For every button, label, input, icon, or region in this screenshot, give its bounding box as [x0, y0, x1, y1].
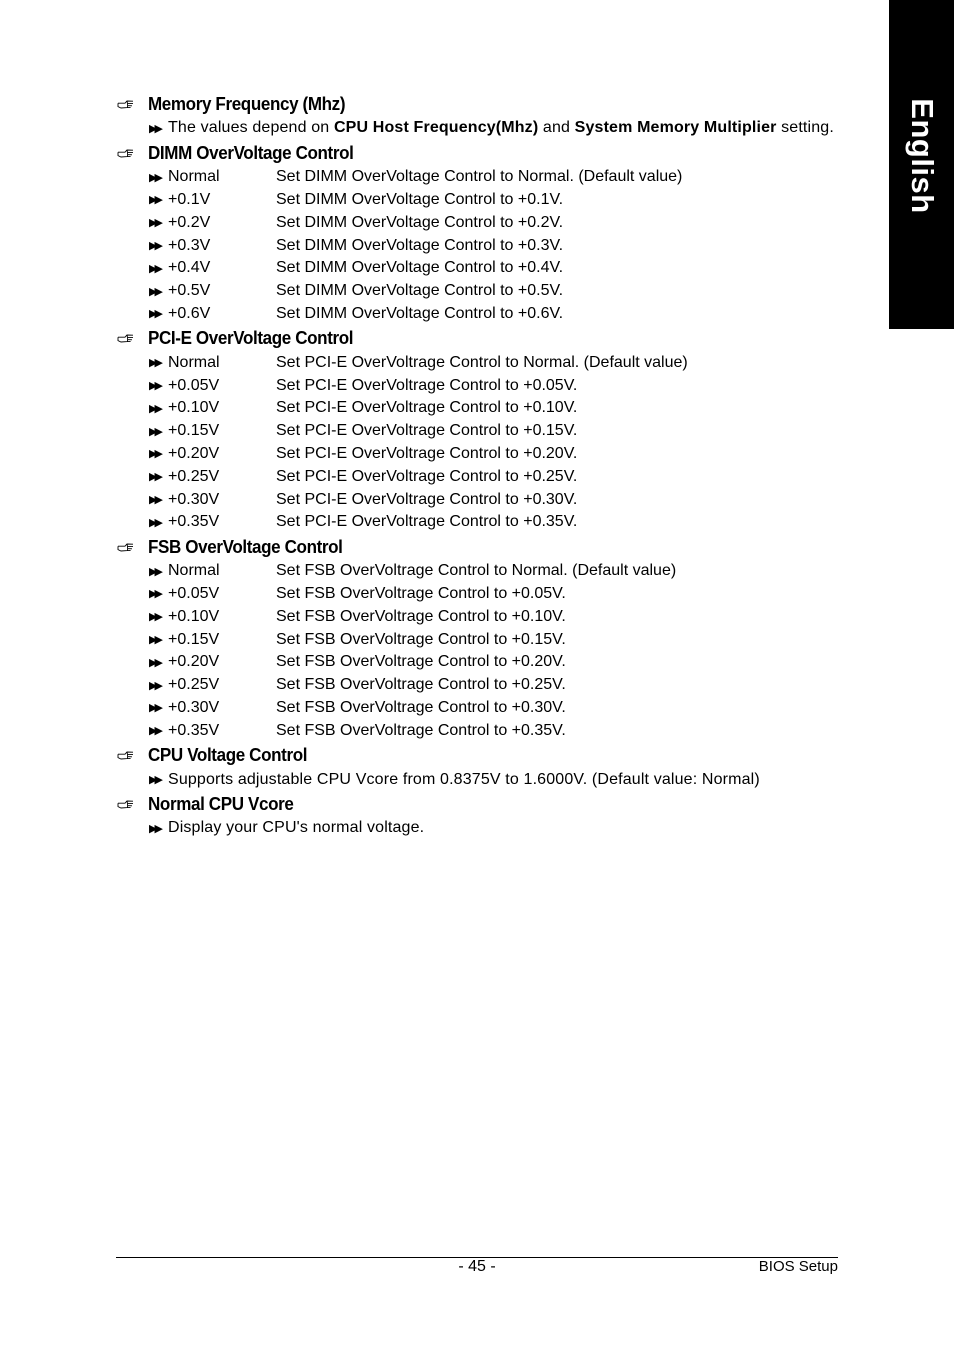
option-description: Set PCI-E OverVoltrage Control to +0.35V. [276, 513, 578, 531]
option-row [117, 511, 847, 534]
option-row [117, 257, 847, 280]
section [117, 742, 847, 791]
option-description: Set PCI-E OverVoltrage Control to +0.30V. [276, 490, 578, 508]
double-arrow-icon: ▶▶ [149, 240, 160, 253]
option-value: +0.15V [168, 630, 220, 648]
option-value: +0.6V [168, 304, 211, 322]
bold-term: CPU Host Frequency(Mhz) [333, 119, 539, 137]
option-row [117, 697, 847, 720]
footer-section-name: BIOS Setup [758, 1258, 838, 1275]
option-description: Set FSB OverVoltrage Control to +0.15V. [276, 630, 566, 648]
section [117, 791, 847, 840]
option-value: +0.1V [168, 190, 211, 208]
option-description: Set FSB OverVoltrage Control to +0.05V. [276, 584, 566, 602]
description-text [168, 771, 760, 789]
section-title: FSB OverVoltage Control [148, 535, 343, 557]
double-arrow-icon: ▶▶ [149, 471, 160, 484]
option-description: Set PCI-E OverVoltrage Control to +0.20V. [276, 444, 578, 462]
page-number-text: - 45 - [458, 1258, 496, 1275]
option-description: Set PCI-E OverVoltrage Control to +0.05V. [276, 376, 578, 394]
option-value: Normal [168, 562, 220, 580]
option-description: Set FSB OverVoltrage Control to +0.20V. [276, 653, 566, 671]
option-value: +0.30V [168, 490, 220, 508]
text-run: setting. [776, 119, 834, 137]
double-arrow-icon: ▶▶ [149, 308, 160, 321]
option-description: Set DIMM OverVoltage Control to Normal. (Default value) [276, 168, 683, 186]
text-run: Supports adjustable CPU Vcore from 0.8375V to 1.6000V. (Default value: Normal) [168, 770, 760, 788]
pointing-hand-icon [117, 148, 148, 158]
option-description: Set PCI-E OverVoltrage Control to +0.15V. [276, 422, 578, 440]
section-title: DIMM OverVoltage Control [148, 141, 354, 163]
option-row [117, 189, 847, 212]
option-row [117, 605, 847, 628]
text-run: The values depend on [168, 119, 334, 137]
section-title: Normal CPU Vcore [148, 792, 294, 814]
option-row [117, 351, 847, 374]
option-value: +0.3V [168, 236, 211, 254]
description-text [168, 119, 834, 137]
option-row [117, 488, 847, 511]
text-run: Display your CPU's normal voltage. [168, 819, 425, 837]
description-row [117, 117, 847, 140]
double-arrow-icon: ▶▶ [149, 822, 160, 835]
option-value: Normal [168, 353, 220, 371]
option-description: Set FSB OverVoltrage Control to +0.10V. [276, 607, 566, 625]
description-row [117, 817, 847, 840]
option-description: Set DIMM OverVoltage Control to +0.5V. [276, 282, 564, 300]
section [117, 91, 847, 140]
option-description: Set FSB OverVoltrage Control to +0.25V. [276, 676, 566, 694]
option-row [117, 560, 847, 583]
section-title: Memory Frequency (Mhz) [148, 93, 346, 114]
option-description: Set DIMM OverVoltage Control to +0.1V. [276, 190, 564, 208]
double-arrow-icon: ▶▶ [149, 516, 160, 529]
option-value: +0.05V [168, 376, 220, 394]
double-arrow-icon: ▶▶ [149, 588, 160, 601]
pointing-hand-icon [117, 333, 148, 343]
option-row [117, 374, 847, 397]
double-arrow-icon: ▶▶ [149, 611, 160, 624]
double-arrow-icon: ▶▶ [149, 285, 160, 298]
double-arrow-icon: ▶▶ [149, 194, 160, 207]
double-arrow-icon: ▶▶ [149, 774, 160, 787]
double-arrow-icon: ▶▶ [149, 425, 160, 438]
text-run: and [538, 119, 575, 137]
section-header [117, 140, 847, 166]
option-row [117, 443, 847, 466]
option-value: +0.10V [168, 399, 220, 417]
double-arrow-icon: ▶▶ [149, 656, 160, 669]
section-header [117, 325, 847, 351]
option-row [117, 166, 847, 189]
double-arrow-icon: ▶▶ [149, 634, 160, 647]
section-header [117, 791, 847, 817]
double-arrow-icon: ▶▶ [149, 702, 160, 715]
double-arrow-icon: ▶▶ [149, 262, 160, 275]
option-description: Set DIMM OverVoltage Control to +0.6V. [276, 304, 564, 322]
option-row [117, 651, 847, 674]
option-description: Set DIMM OverVoltage Control to +0.3V. [276, 236, 564, 254]
option-description: Set PCI-E OverVoltrage Control to +0.25V. [276, 467, 578, 485]
description-text [168, 819, 424, 837]
language-side-tab [889, 0, 954, 329]
option-row [117, 583, 847, 606]
option-row [117, 719, 847, 742]
double-arrow-icon: ▶▶ [149, 448, 160, 461]
side-tab-label: English [904, 98, 940, 214]
option-row [117, 397, 847, 420]
bold-term: System Memory Multiplier [574, 119, 777, 137]
option-value: +0.4V [168, 259, 211, 277]
option-value: +0.15V [168, 422, 220, 440]
section-header [117, 742, 847, 768]
option-value: +0.20V [168, 444, 220, 462]
option-description: Set FSB OverVoltrage Control to Normal. (Default value) [276, 562, 677, 580]
option-row [117, 211, 847, 234]
double-arrow-icon: ▶▶ [149, 357, 160, 370]
option-value: +0.10V [168, 607, 220, 625]
pointing-hand-icon [117, 99, 148, 109]
document-body [117, 91, 847, 840]
pointing-hand-icon [117, 750, 148, 760]
option-row [117, 465, 847, 488]
option-value: +0.05V [168, 584, 220, 602]
option-row [117, 674, 847, 697]
section-header [117, 91, 847, 117]
option-description: Set PCI-E OverVoltrage Control to +0.10V. [276, 399, 578, 417]
option-row [117, 280, 847, 303]
option-row [117, 628, 847, 651]
option-description: Set FSB OverVoltrage Control to +0.30V. [276, 698, 566, 716]
option-description: Set PCI-E OverVoltrage Control to Normal. (Default value) [276, 353, 688, 371]
section [117, 325, 847, 533]
double-arrow-icon: ▶▶ [149, 380, 160, 393]
section-header [117, 534, 847, 560]
option-row [117, 234, 847, 257]
option-value: +0.30V [168, 698, 220, 716]
option-value: +0.20V [168, 653, 220, 671]
option-description: Set FSB OverVoltrage Control to +0.35V. [276, 721, 566, 739]
double-arrow-icon: ▶▶ [149, 122, 160, 135]
double-arrow-icon: ▶▶ [149, 217, 160, 230]
option-value: +0.35V [168, 721, 220, 739]
section-title: CPU Voltage Control [148, 744, 308, 766]
option-value: +0.35V [168, 513, 220, 531]
double-arrow-icon: ▶▶ [149, 679, 160, 692]
pointing-hand-icon [117, 542, 148, 552]
option-value: +0.5V [168, 282, 211, 300]
double-arrow-icon: ▶▶ [149, 565, 160, 578]
double-arrow-icon: ▶▶ [149, 402, 160, 415]
option-value: +0.2V [168, 213, 211, 231]
section [117, 140, 847, 326]
option-row [117, 420, 847, 443]
option-value: +0.25V [168, 676, 220, 694]
description-row [117, 768, 847, 791]
option-value: Normal [168, 168, 220, 186]
option-value: +0.25V [168, 467, 220, 485]
double-arrow-icon: ▶▶ [149, 171, 160, 184]
pointing-hand-icon [117, 799, 148, 809]
section [117, 534, 847, 742]
section-title: PCI-E OverVoltage Control [148, 327, 354, 349]
option-description: Set DIMM OverVoltage Control to +0.2V. [276, 213, 564, 231]
option-row [117, 303, 847, 326]
double-arrow-icon: ▶▶ [149, 494, 160, 507]
double-arrow-icon: ▶▶ [149, 725, 160, 738]
option-description: Set DIMM OverVoltage Control to +0.4V. [276, 259, 564, 277]
